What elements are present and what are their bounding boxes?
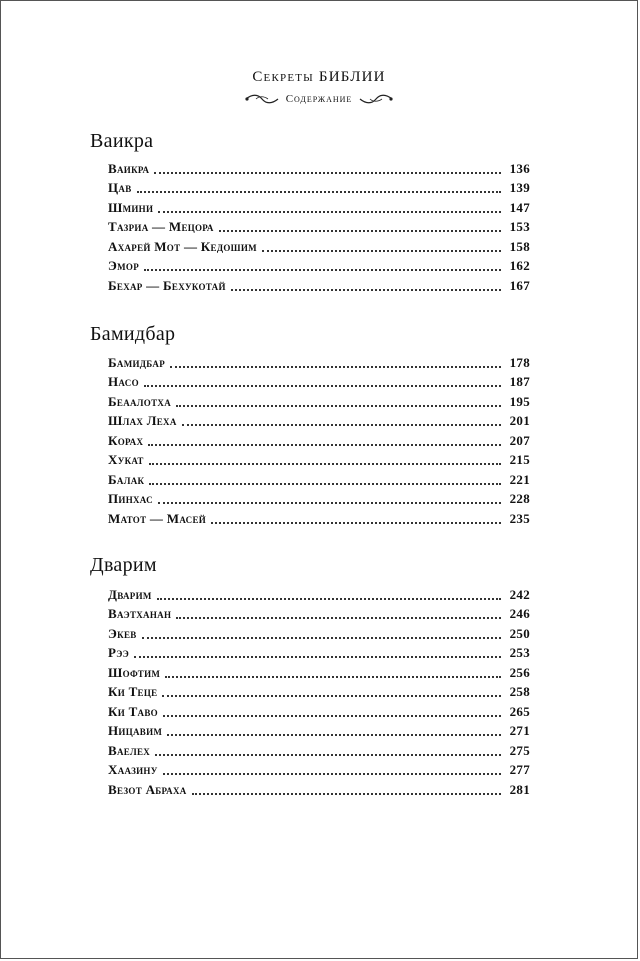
- entry-page: 195: [509, 393, 530, 409]
- entry-page: 256: [509, 664, 530, 680]
- contents-label: Содержание: [285, 93, 353, 105]
- toc-section-vaikra: [108, 157, 530, 294]
- section-title-vaikra: Ваикра: [90, 130, 154, 152]
- entry-page: 221: [509, 471, 530, 487]
- toc-entry[interactable]: [108, 157, 530, 177]
- entry-page: 246: [509, 606, 530, 621]
- entry-page: 235: [509, 510, 530, 526]
- dot-leader: [163, 773, 501, 775]
- right-flourish-icon: [358, 93, 394, 105]
- dot-leader: [148, 444, 501, 446]
- dot-leader: [149, 463, 501, 465]
- dot-leader: [231, 289, 501, 291]
- entry-page: 277: [509, 762, 530, 777]
- dot-leader: [162, 695, 501, 697]
- dot-leader: [158, 502, 501, 504]
- entry-title: Шлах Леха: [108, 413, 177, 428]
- dot-leader: [211, 522, 501, 524]
- entry-title: Экев: [108, 625, 137, 641]
- toc-entry[interactable]: [108, 196, 530, 216]
- toc-entry[interactable]: [108, 274, 530, 294]
- entry-title: Ваэтханан: [108, 606, 172, 621]
- dot-leader: [167, 734, 501, 736]
- entry-title: Пинхас: [108, 491, 153, 506]
- toc-entry[interactable]: [108, 507, 530, 527]
- toc-entry[interactable]: [108, 778, 530, 798]
- toc-entry[interactable]: [108, 371, 530, 391]
- dot-leader: [176, 617, 501, 619]
- entry-title: Беаалотха: [108, 393, 172, 409]
- entry-title: Эмор: [108, 258, 140, 273]
- entry-title: Ницавим: [108, 723, 163, 738]
- toc-section-dvarim: [108, 583, 530, 798]
- toc-entry[interactable]: [108, 642, 530, 662]
- entry-title: Хукат: [108, 452, 144, 467]
- toc-entry[interactable]: [108, 759, 530, 779]
- dot-leader: [176, 405, 501, 407]
- entry-page: 162: [509, 258, 530, 273]
- entry-page: 215: [509, 452, 530, 467]
- dot-leader: [165, 676, 501, 678]
- entry-page: 167: [509, 277, 530, 293]
- dot-leader: [155, 754, 501, 756]
- entry-title: Ахарей Мот — Кедошим: [108, 238, 257, 254]
- entry-page: 207: [509, 432, 530, 448]
- dot-leader: [262, 250, 501, 252]
- toc-entry[interactable]: [108, 410, 530, 430]
- entry-page: 153: [509, 219, 530, 234]
- toc-entry[interactable]: [108, 700, 530, 720]
- entry-page: 201: [509, 413, 530, 428]
- left-flourish-icon: [244, 93, 280, 105]
- entry-page: 136: [509, 160, 530, 176]
- entry-page: 187: [509, 374, 530, 389]
- dot-leader: [134, 656, 501, 658]
- toc-entry[interactable]: [108, 720, 530, 740]
- section-title-bamidbar: Бамидбар: [90, 323, 176, 345]
- entry-page: 265: [509, 703, 530, 719]
- entry-page: 228: [509, 491, 530, 506]
- dot-leader: [163, 715, 501, 717]
- entry-page: 271: [509, 723, 530, 738]
- entry-page: 258: [509, 684, 530, 699]
- entry-title: Шофтим: [108, 664, 161, 680]
- entry-title: Хаазину: [108, 762, 158, 777]
- entry-title: Дварим: [108, 586, 152, 602]
- toc-section-bamidbar: [108, 351, 530, 527]
- running-title: Секреты БИБЛИИ: [252, 69, 386, 85]
- entry-title: Насо: [108, 374, 139, 389]
- dot-leader: [149, 483, 501, 485]
- toc-entry[interactable]: [108, 255, 530, 275]
- toc-entry[interactable]: [108, 390, 530, 410]
- dot-leader: [157, 598, 501, 600]
- entry-page: 158: [509, 238, 530, 254]
- dot-leader: [142, 637, 501, 639]
- toc-entry[interactable]: [108, 661, 530, 681]
- entry-title: Ки Теце: [108, 684, 158, 699]
- entry-title: Шмини: [108, 199, 154, 215]
- toc-entry[interactable]: [108, 216, 530, 236]
- dot-leader: [219, 230, 501, 232]
- toc-entry[interactable]: [108, 622, 530, 642]
- toc-entry[interactable]: [108, 351, 530, 371]
- toc-entry[interactable]: [108, 603, 530, 623]
- entry-page: 147: [509, 199, 530, 215]
- entry-page: 139: [509, 180, 530, 195]
- toc-subheading: [1, 93, 637, 105]
- dot-leader: [154, 172, 501, 174]
- toc-entry[interactable]: [108, 681, 530, 701]
- dot-leader: [144, 385, 501, 387]
- toc-entry[interactable]: [108, 468, 530, 488]
- toc-entry[interactable]: [108, 177, 530, 197]
- entry-title: Матот — Масей: [108, 510, 207, 526]
- entry-title: Бехар — Бехукотай: [108, 277, 226, 293]
- entry-title: Корах: [108, 432, 144, 448]
- entry-page: 242: [509, 586, 530, 602]
- toc-entry[interactable]: [108, 583, 530, 603]
- entry-title: Бамидбар: [108, 354, 166, 370]
- entry-title: Ваикра: [108, 160, 150, 176]
- entry-page: 275: [509, 742, 530, 758]
- entry-title: Цав: [108, 180, 132, 195]
- toc-entry[interactable]: [108, 429, 530, 449]
- dot-leader: [144, 269, 501, 271]
- entry-title: Тазриа — Мецора: [108, 219, 214, 234]
- entry-title: Рээ: [108, 645, 130, 660]
- toc-entry[interactable]: [108, 488, 530, 508]
- dot-leader: [182, 424, 501, 426]
- section-title-dvarim: Дварим: [90, 554, 157, 576]
- entry-title: Балак: [108, 471, 145, 487]
- entry-title: Ваелех: [108, 742, 151, 758]
- toc-entry[interactable]: [108, 449, 530, 469]
- dot-leader: [192, 793, 501, 795]
- entry-title: Везот Абраха: [108, 781, 187, 797]
- toc-entry[interactable]: [108, 739, 530, 759]
- entry-title: Ки Таво: [108, 703, 158, 719]
- dot-leader: [170, 366, 501, 368]
- entry-page: 250: [509, 625, 530, 641]
- entry-page: 281: [509, 781, 530, 797]
- dot-leader: [137, 191, 501, 193]
- entry-page: 253: [509, 645, 530, 660]
- dot-leader: [158, 211, 501, 213]
- toc-entry[interactable]: [108, 235, 530, 255]
- entry-page: 178: [509, 354, 530, 370]
